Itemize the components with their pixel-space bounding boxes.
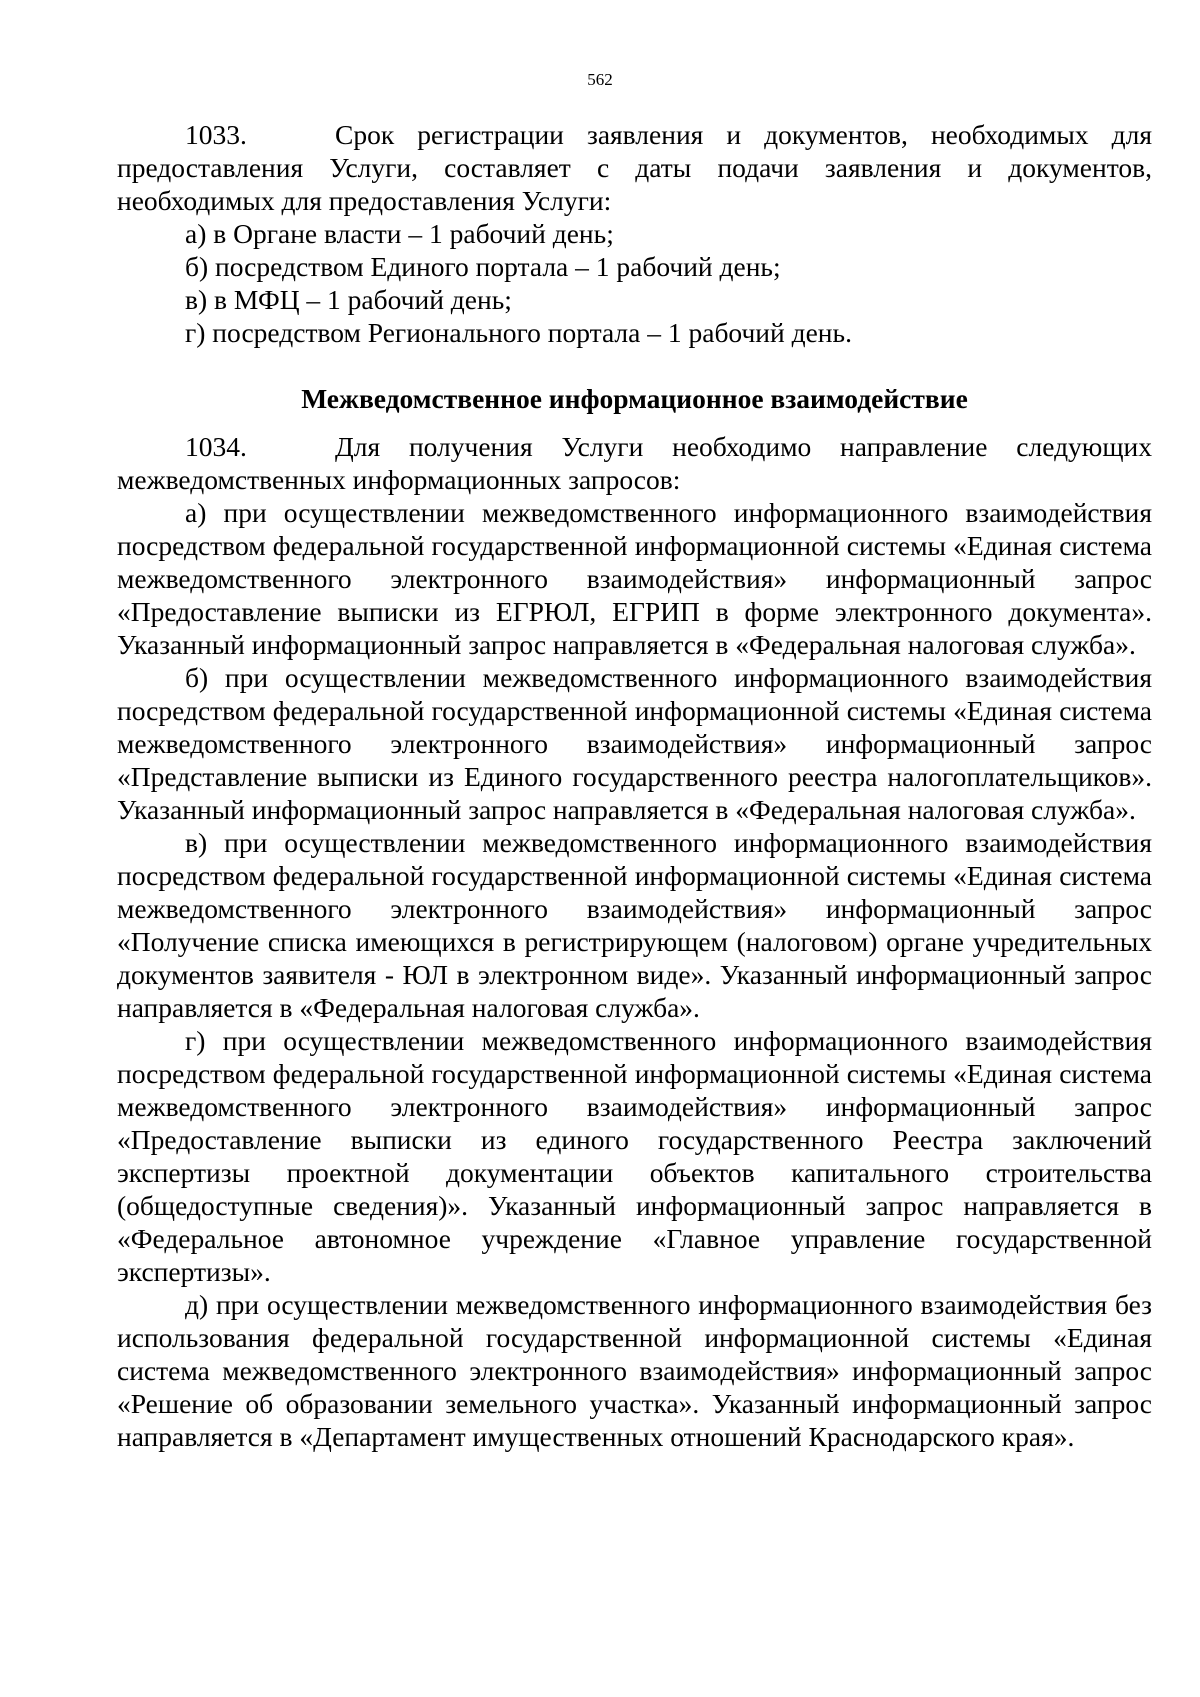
paragraph-text: Для получения Услуги необходимо направление следующих межведомственных информационных запросов: (117, 431, 1152, 495)
list-item: а) в Органе власти – 1 рабочий день; (185, 218, 614, 249)
request-item-g: г) при осуществлении межведомственного информационного взаимодействия посредством федеральной государственной информационной системы «Единая система межведомственного электронного взаимодействия» информационный запрос «Предоставление выписки из единого государственного Реестра заключений экспертизы проектной документации объектов капитального строительства (общедоступные сведения)». Указанный информационный запрос направляется в «Федеральное автономное учреждение «Главное управление государственной экспертизы». (117, 1025, 1152, 1287)
list-item: г) посредством Регионального портала – 1 рабочий день. (185, 317, 852, 348)
paragraph-text: Срок регистрации заявления и документов, необходимых для предоставления Услуги, составляет с даты подачи заявления и документов, необходимых для предоставления Услуги: (117, 119, 1152, 216)
document-body (117, 118, 1152, 1453)
page-number: 562 (587, 70, 613, 89)
list-item: в) в МФЦ – 1 рабочий день; (185, 284, 512, 315)
section-heading: Межведомственное информационное взаимодействие (301, 383, 968, 414)
paragraph-1034 (117, 430, 1152, 496)
request-item-d: д) при осуществлении межведомственного информационного взаимодействия без использования федеральной государственной информационной системы «Единая система межведомственного электронного взаимодействия» информационный запрос «Решение об образовании земельного участка». Указанный информационный запрос направляется в «Департамент имущественных отношений Краснодарского края». (117, 1289, 1152, 1452)
paragraph-number: 1034. (185, 431, 247, 462)
request-item-a: а) при осуществлении межведомственного информационного взаимодействия посредством федеральной государственной информационной системы «Единая система межведомственного электронного взаимодействия» информационный запрос «Предоставление выписки из ЕГРЮЛ, ЕГРИП в форме электронного документа». Указанный информационный запрос направляется в «Федеральная налоговая служба». (117, 497, 1152, 660)
paragraph-number: 1033. (185, 119, 247, 150)
paragraph-1033 (117, 118, 1152, 217)
request-item-b: б) при осуществлении межведомственного информационного взаимодействия посредством федеральной государственной информационной системы «Единая система межведомственного электронного взаимодействия» информационный запрос «Представление выписки из Единого государственного реестра налогоплательщиков». Указанный информационный запрос направляется в «Федеральная налоговая служба». (117, 662, 1152, 825)
request-item-v: в) при осуществлении межведомственного информационного взаимодействия посредством федеральной государственной информационной системы «Единая система межведомственного электронного взаимодействия» информационный запрос «Получение списка имеющихся в регистрирующем (налоговом) органе учредительных документов заявителя - ЮЛ в электронном виде». Указанный информационный запрос направляется в «Федеральная налоговая служба». (117, 827, 1152, 1023)
list-item: б) посредством Единого портала – 1 рабочий день; (185, 251, 781, 282)
